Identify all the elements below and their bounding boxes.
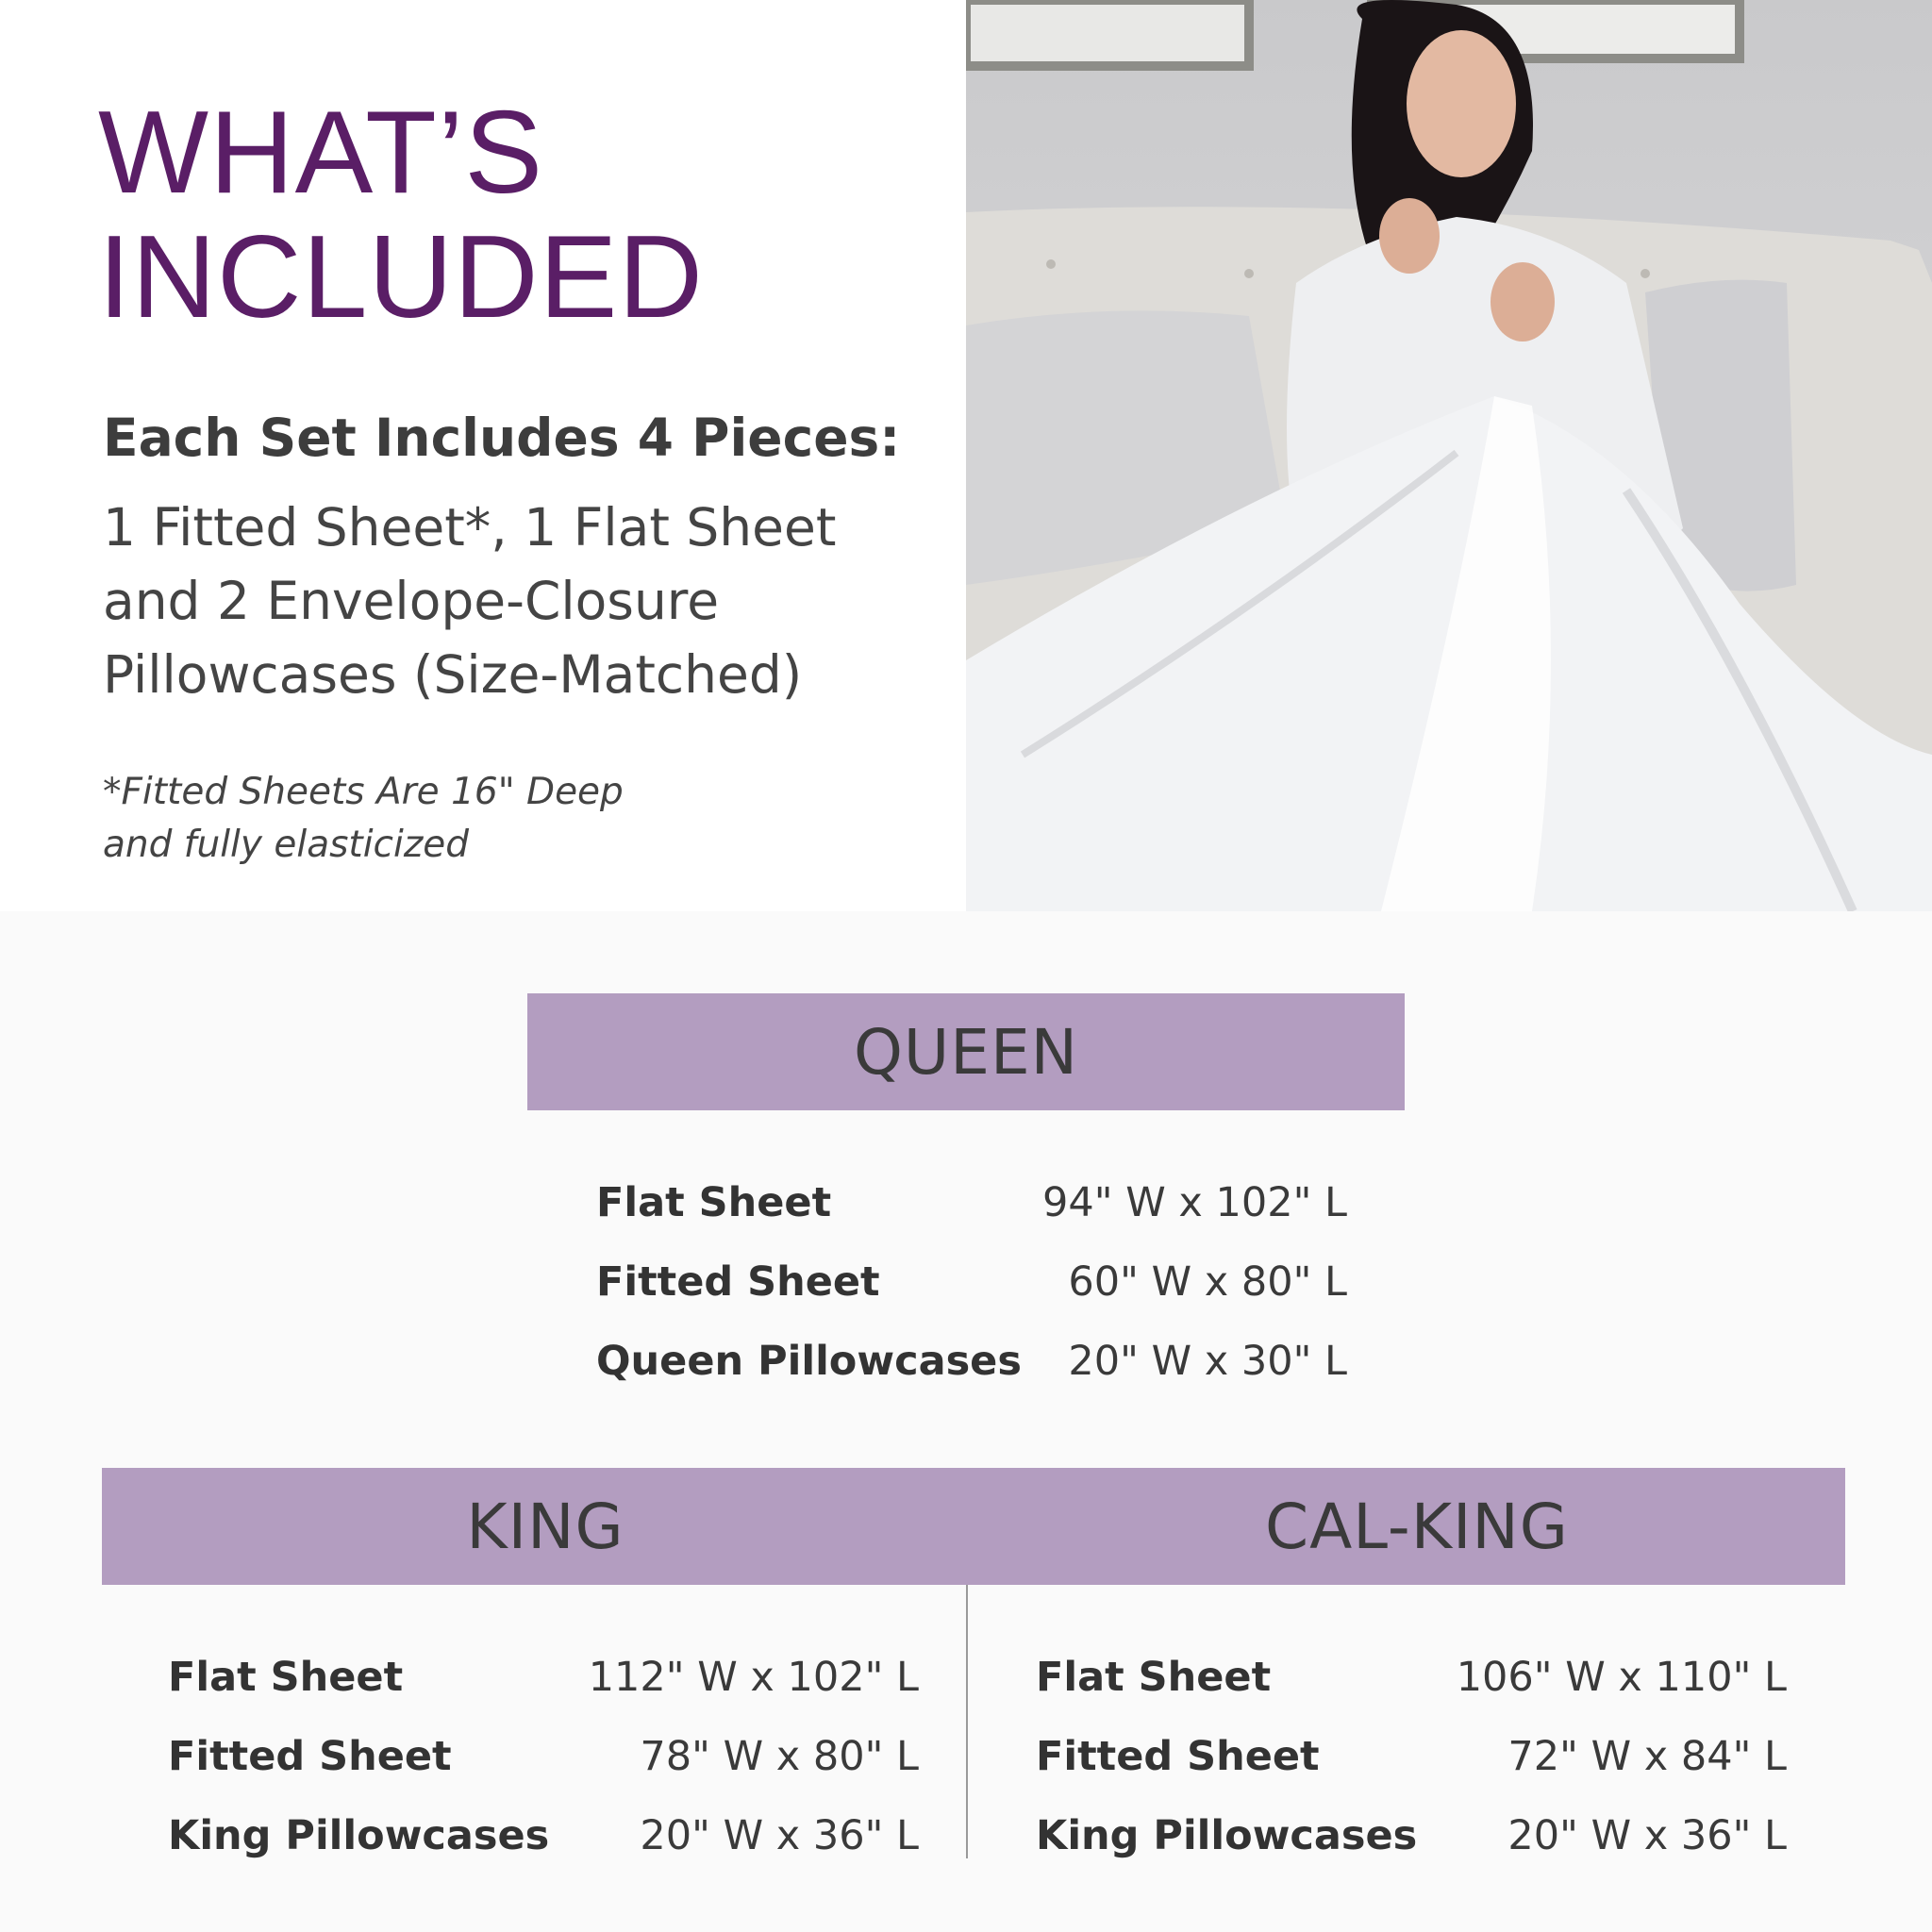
calking-row-pillowcases xyxy=(1036,1803,1787,1869)
desc-line-2: and 2 Envelope-Closure xyxy=(103,571,720,631)
king-pillowcases-label: King Pillowcases xyxy=(168,1812,550,1859)
calking-flat-label: Flat Sheet xyxy=(1036,1654,1272,1701)
title-line-1: WHAT’S xyxy=(98,88,544,218)
queen-flat-label: Flat Sheet xyxy=(596,1179,832,1226)
king-fitted-size: 78" W x 80" L xyxy=(640,1733,919,1780)
calking-banner xyxy=(989,1468,1845,1585)
king-row-pillowcases xyxy=(168,1803,919,1869)
product-photo xyxy=(966,0,1932,911)
calking-row-flat xyxy=(1036,1644,1787,1710)
calking-label: CAL-KING xyxy=(1265,1490,1569,1563)
queen-flat-size: 94" W x 102" L xyxy=(1042,1179,1347,1226)
set-description xyxy=(103,491,952,711)
note-line-1: *Fitted Sheets Are 16" Deep xyxy=(103,771,624,813)
set-subhead: Each Set Includes 4 Pieces: xyxy=(103,408,901,468)
queen-row-flat xyxy=(596,1170,1347,1236)
queen-fitted-size: 60" W x 80" L xyxy=(1068,1258,1347,1306)
king-pillowcases-size: 20" W x 36" L xyxy=(640,1812,919,1859)
king-fitted-label: Fitted Sheet xyxy=(168,1733,452,1780)
queen-banner xyxy=(527,993,1405,1110)
queen-pillowcases-label: Queen Pillowcases xyxy=(596,1338,1022,1385)
note-line-2: and fully elasticized xyxy=(103,824,470,866)
desc-line-3: Pillowcases (Size-Matched) xyxy=(103,644,803,705)
calking-fitted-label: Fitted Sheet xyxy=(1036,1733,1320,1780)
queen-row-pillowcases xyxy=(596,1328,1347,1394)
fitted-sheet-note xyxy=(103,766,624,872)
king-flat-label: Flat Sheet xyxy=(168,1654,404,1701)
queen-label: QUEEN xyxy=(853,1015,1079,1089)
calking-flat-size: 106" W x 110" L xyxy=(1456,1654,1787,1701)
queen-row-fitted xyxy=(596,1249,1347,1315)
bedding-photo-illustration xyxy=(966,0,1932,911)
calking-row-fitted xyxy=(1036,1724,1787,1790)
calking-pillowcases-size: 20" W x 36" L xyxy=(1507,1812,1787,1859)
king-label: KING xyxy=(466,1490,625,1563)
column-divider xyxy=(966,1585,968,1858)
desc-line-1: 1 Fitted Sheet*, 1 Flat Sheet xyxy=(103,497,837,558)
calking-fitted-size: 72" W x 84" L xyxy=(1507,1733,1787,1780)
king-flat-size: 112" W x 102" L xyxy=(588,1654,919,1701)
king-row-fitted xyxy=(168,1724,919,1790)
calking-pillowcases-label: King Pillowcases xyxy=(1036,1812,1418,1859)
intro-panel xyxy=(0,0,966,911)
king-row-flat xyxy=(168,1644,919,1710)
king-banner xyxy=(102,1468,989,1585)
king-calking-banner xyxy=(102,1468,1845,1585)
page-title xyxy=(98,88,704,342)
queen-pillowcases-size: 20" W x 30" L xyxy=(1068,1338,1347,1385)
queen-fitted-label: Fitted Sheet xyxy=(596,1258,880,1306)
title-line-2: INCLUDED xyxy=(98,212,704,342)
